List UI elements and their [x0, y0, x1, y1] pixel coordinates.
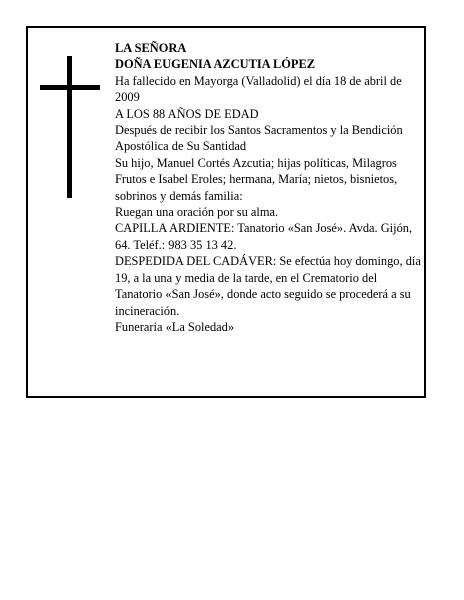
- funeral-chapel: CAPILLA ARDIENTE: Tanatorio «San José». Avda. Gijón, 64. Teléf.: 983 35 13 42.: [115, 221, 413, 252]
- cross-horizontal-bar: [40, 85, 100, 90]
- family-list: Su hijo, Manuel Cortés Azcutia; hijas políticas, Milagros Frutos e Isabel Eroles; hermana, María; nietos, bisnietos, sobrinos y demás familia:: [115, 155, 398, 203]
- funeral-home: Funeraria «La Soledad»: [115, 319, 235, 334]
- farewell-details: DESPEDIDA DEL CADÁVER: Se efectúa hoy domingo, día 19, a la una y media de la tarde, en el Crematorio del Tanatorio «San José», donde acto seguido se procederá a su incineración.: [115, 254, 421, 318]
- sacraments-line: Después de recibir los Santos Sacramentos y la Bendición Apostólica de Su Santidad: [115, 123, 403, 154]
- notice-heading: LA SEÑORA: [115, 41, 187, 55]
- obituary-notice: [26, 26, 426, 398]
- cross-icon: [40, 56, 100, 198]
- notice-text: [115, 40, 421, 335]
- cross-vertical-bar: [67, 56, 72, 198]
- death-announcement: Ha fallecido en Mayorga (Valladolid) el día 18 de abril de 2009: [115, 73, 402, 105]
- deceased-name: DOÑA EUGENIA AZCUTIA LÓPEZ: [115, 57, 316, 72]
- age-line: A LOS 88 AÑOS DE EDAD: [115, 106, 259, 121]
- prayer-request: Ruegan una oración por su alma.: [115, 205, 279, 220]
